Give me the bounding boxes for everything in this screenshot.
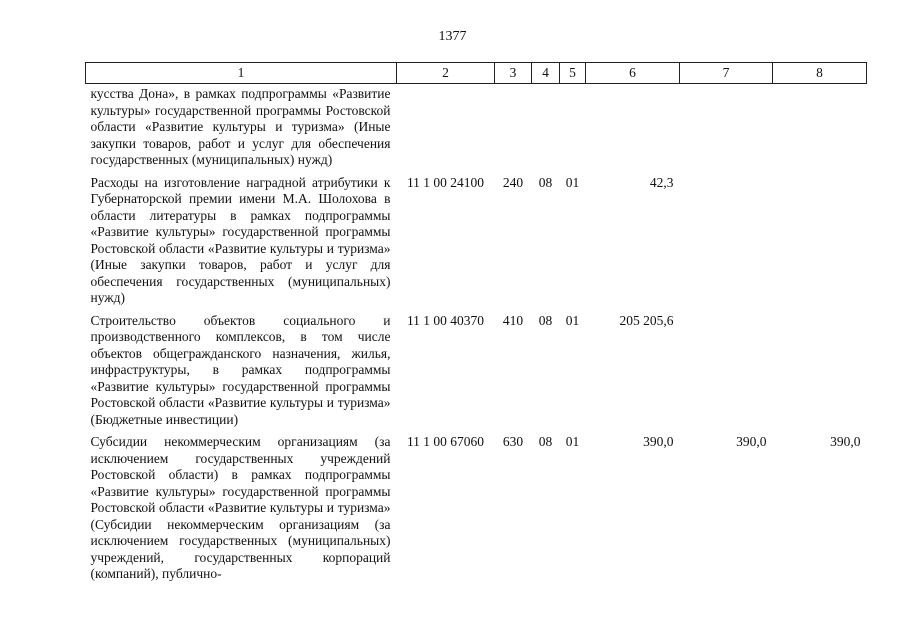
row-col-7 — [680, 175, 773, 313]
row-col-3: 240 — [502, 174, 524, 190]
row-col-8 — [773, 313, 867, 435]
header-col-8: 8 — [773, 63, 867, 84]
row-col-4: 08 — [538, 312, 553, 328]
row-description: Строительство объектов социального и производственного комплексов, в том числе объектов общегражданского назначения, жилья, инфраструктуры, в рамках подпрограммы «Развитие культуры» государственной программы Ростовской области «Развитие культуры и туризма» (Бюджетные инвестиции) — [90, 312, 391, 427]
row-col-6: 390,0 — [643, 434, 674, 449]
row-description: Расходы на изготовление наградной атрибутики к Губернаторской премии имени М.А. Шолохова в области литературы в рамках подпрограммы «Развитие культуры» государственной программы Ростовской области «Развитие культуры и туризма» (Иные закупки товаров, работ и услуг для обеспечения государственных (муниципальных) нужд) — [90, 174, 391, 305]
budget-table — [85, 62, 867, 589]
header-col-2: 2 — [397, 63, 495, 84]
page-number: 1377 — [438, 29, 467, 44]
table-row — [86, 175, 867, 313]
row-col-8: 390,0 — [830, 434, 861, 449]
row-col-3 — [495, 84, 532, 175]
row-description: кусства Дона», в рамках подпрограммы «Развитие культуры» государственной программы Ростовской области «Развитие культуры и туризма» (Иные закупки товаров, работ и услуг для обеспечения государственных (муниципальных) нужд) — [90, 86, 391, 167]
row-description: Субсидии некоммерческим организациям (за исключением государственных учреждений Ростовской области) в рамках подпрограммы «Развитие культуры» государственной программы Ростовской области «Развитие культуры и туризма» (Субсидии некоммерческим организациям (за исключением государственных (муниципальных) учреждений, государственных корпораций (компаний), публично- — [90, 434, 391, 581]
row-col-4: 08 — [538, 434, 553, 449]
header-col-6: 6 — [586, 63, 680, 84]
row-col-8 — [773, 175, 867, 313]
row-col-4 — [532, 84, 560, 175]
header-col-1: 1 — [86, 63, 397, 84]
header-col-7: 7 — [680, 63, 773, 84]
header-col-5: 5 — [560, 63, 586, 84]
row-col-5: 01 — [565, 174, 580, 190]
table-row — [86, 84, 867, 175]
row-col-4: 08 — [538, 174, 553, 190]
table-row — [86, 434, 867, 589]
row-col-3: 630 — [502, 434, 524, 449]
header-col-4: 4 — [532, 63, 560, 84]
row-code: 11 1 00 67060 — [406, 434, 485, 449]
row-col-3: 410 — [502, 312, 524, 328]
table-row — [86, 313, 867, 435]
row-col-7 — [680, 84, 773, 175]
row-col-7 — [680, 313, 773, 435]
row-col-7: 390,0 — [736, 434, 767, 449]
row-code: 11 1 00 24100 — [406, 174, 485, 190]
row-code: 11 1 00 40370 — [406, 312, 485, 328]
row-col-6: 42,3 — [649, 174, 674, 190]
row-col-6: 205 205,6 — [619, 312, 674, 328]
row-col-8 — [773, 84, 867, 175]
row-col-5: 01 — [565, 434, 580, 449]
row-code — [397, 84, 495, 175]
row-col-5 — [560, 84, 586, 175]
header-col-3: 3 — [495, 63, 532, 84]
row-col-5: 01 — [565, 312, 580, 328]
row-col-6 — [586, 84, 680, 175]
header-row — [86, 63, 867, 84]
